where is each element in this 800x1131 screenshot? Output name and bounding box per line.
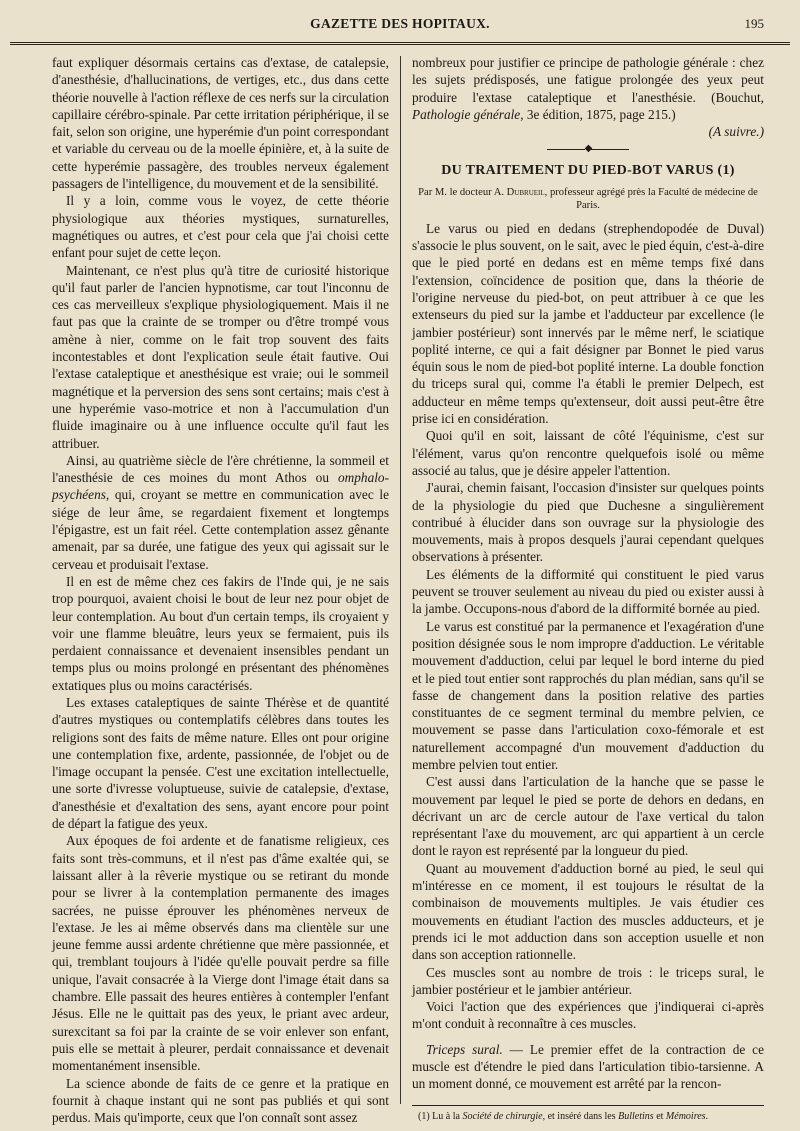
- section-heading: Triceps sural.: [426, 1041, 503, 1057]
- paragraph: Les éléments de la difformité qui constituent le pied varus peuvent se trouver seulement au niveau du pied ou exister aussi à la jambe. Occupons-nous d'abord de la difformité bornée au pied.: [412, 566, 764, 617]
- paragraph: [412, 54, 764, 123]
- paragraph: Le varus ou pied en dedans (strephendopodée de Duval) s'associe le plus souvent, on le sait, avec le pied équin, c'est-à-dire que le pied porté en dedans est en même temps fixé dans l'extension, coïncidence de position que, dans la théorie de l'origine nerveuse du pied-bot, on peut attribuer à ce que les extenseurs du pied sur la jambe et l'adducteur par excellence (le jambier postérieur) sont innervés par le même nerf, le sciatique poplité interne, ce qui a fait désigner par Bonnet le pied varus équin sous le nom de pied-bot poplité interne. La double fonction du triceps sural qui, comme l'a établi le premier Delpech, est adducteur en même temps qu'extenseur, doit aussi peut-être être prise ici en considération.: [412, 220, 764, 427]
- section-separator: ◆: [412, 144, 764, 154]
- paragraph: Les extases cataleptiques de sainte Thérèse et de quantité d'autres mystiques ou contemplatifs célèbres dans toutes les religions sont des faits de même nature. Elles ont pour origine une contemplation fixe, ardente, passionnée, de l'objet ou de l'image occupant la pensée. C'est une excitation intellectuelle, une sorte d'ivresse voluptueuse, suivie de catalepsie, d'extase, d'anesthésie et d'exaltation des sens, ayant encore pour point de départ la fatigue des yeux.: [52, 694, 389, 832]
- italic-term: Bulletins: [618, 1110, 654, 1122]
- text-run: Ainsi, au quatrième siècle de l'ère chrétienne, la sommeil et l'anesthésie de ces moines du mont Athos ou: [52, 452, 389, 486]
- paragraph: [52, 452, 389, 573]
- paragraph: Quoi qu'il en soit, laissant de côté l'équinisme, c'est sur l'élément, varus qu'on rencontre quelquefois isolé ou même associé au talus, que je désire appeler l'attention.: [412, 428, 764, 478]
- paragraph: Ces muscles sont au nombre de trois : le triceps sural, le jambier postérieur et le jambier antérieur.: [412, 964, 764, 997]
- text-run: — Le premier effet de la contraction de ce muscle est d'étendre le pied dans l'articulation tibio-tarsienne. A un moment donné, ce mouvement est arrêté par la rencon-: [412, 1041, 764, 1092]
- right-column: [412, 54, 764, 1123]
- text-run: , 3e édition, 1875, page 215.): [520, 106, 676, 122]
- paragraph: Aux époques de foi ardente et de fanatisme religieux, ces faits sont très-communs, et il n'est pas d'âme exaltée qui, se laissant aller à la rêverie mystique ou se retirant du monde pour se livrer à la contemplation permanente des images sacrées, ne puisse éprouver les phénomènes nerveux de l'extase. Je les ai même observés dans ma clientèle sur une jeune femme aussi ardente chrétienne que mère passionnée, et qui, tremblant toujours à l'idée qu'elle pouvait perdre sa fille unique, l'avait consacrée à la Vierge dont l'image était dans sa chambre. Elle passait des heures entières à contempler l'enfant Jésus. Elle ne le quittait pas des yeux, le priant avec ardeur, surexcitant sa foi par la crainte de se voir enlever son enfant, puis elle se mettait à pleurer, perdait connaissance et devenait momentanément insensible.: [52, 833, 389, 1074]
- paragraph: Quant au mouvement d'adduction borné au pied, le seul qui m'intéresse en ce moment, il est toujours le résultat de la combinaison de mouvements multiples. Je vais étudier ces mouvements en étudiant l'action des muscles adducteurs, et je prends ici le mot adduction dans son acception usuelle et non dans son acception rationnelle.: [412, 860, 764, 963]
- paragraph: Maintenant, ce n'est plus qu'à titre de curiosité historique qu'il faut parler de l'ancien hypnotisme, car tout l'inconnu de ces cas merveilleux s'explique physiologiquement. Mais il ne faut pas que la crainte de se tromper ou d'être trompé vous amène à nier, comme on le fait trop souvent des faits incontestables et dont l'explication seule était fautive. Oui l'extase cataleptique et anesthésique est vraie; oui le sommeil magnétique et la perversion des sens sont certains; mais c'est à une hyperémie vaso-motrice et non à l'accumulation d'un fluide imaginaire ou à une influence occulte qu'il faut les attribuer.: [52, 262, 389, 451]
- byline-text: Par M. le docteur A.: [418, 186, 507, 198]
- paragraph: faut expliquer désormais certains cas d'extase, de catalepsie, d'anesthésie, d'hallucinations, de vertiges, etc., dus dans cette théorie nouvelle à l'action réflexe de ces nerfs sur la circulation capillaire cérébro-spinale. Par cette irritation périphérique, il se fait, selon son origine, une hyperémie d'un point correspondant et variable du cerveau ou de la moelle épinière, et, à la suite de cette hyperémie passagère, des troubles nerveux également passagers de l'intelligence, du mouvement et de la sensibilité.: [52, 55, 389, 192]
- paragraph: Voici l'action que des expériences que j'indiquerai ci-après m'ont conduit à reconnaître à ces muscles.: [412, 999, 764, 1032]
- left-column: [52, 54, 389, 1126]
- text-run: (1) Lu à la: [418, 1110, 463, 1122]
- footnote: [412, 1110, 764, 1123]
- paragraph: [412, 1041, 764, 1093]
- to-be-continued: (A suivre.): [708, 124, 764, 140]
- italic-term: omphalo-psychéens: [52, 470, 389, 503]
- page-number: 195: [744, 16, 764, 31]
- column-divider: [400, 56, 401, 1104]
- paragraph: Il y a loin, comme vous le voyez, de cette théorie physiologique aux théories mystiques, surnaturelles, magnétiques ou autres, et c'est pour cela que j'ai choisi cette enfant pour sujet de cette leçon.: [52, 193, 389, 261]
- footnote-rule: [412, 1105, 764, 1106]
- text-run: , et inséré dans les: [542, 1110, 619, 1122]
- journal-title: GAZETTE DES HOPITAUX.: [310, 16, 490, 31]
- text-run: et: [653, 1110, 666, 1122]
- page-header: [10, 14, 790, 45]
- italic-term: Mémoires: [665, 1110, 706, 1122]
- paragraph: La science abonde de faits de ce genre et la pratique en fournit à chaque instant qui ne sont pas publiés et qui sont perdus. Mais qu'importe, ceux que l'on connaît sont assez: [52, 1075, 389, 1126]
- paragraph: Il en est de même chez ces fakirs de l'Inde qui, je ne sais trop pourquoi, avaient choisi le bout de leur nez pour objet de leur contemplation. Au bout d'un certain temps, ils croyaient y voir une flamme bleuâtre, leurs yeux se fermaient, puis ils perdaient connaissance et devenaient insensibles pendant un temps plus ou moins prolongé en présentant des phénomènes extatiques plus ou moins caractérisés.: [52, 573, 389, 693]
- paragraph: Le varus est constitué par la permanence et l'exagération d'une position désignée sous le nom impropre d'adduction. Le véritable mouvement d'adduction, celui par lequel le bord interne du pied et le pied tout entier sont rapprochés du plan médian, sans qu'il se fasse de changement dans la position relative des parties constituantes de ce segment terminal du membre pelvien, ce mouvement se passe dans l'articulation coxo-fémorale et est naturellement accompagné d'un mouvement d'adduction du membre pelvien tout entier.: [412, 618, 764, 772]
- paragraph: J'aurai, chemin faisant, l'occasion d'insister sur quelques points de la physiologie du pied que Duchesne a singulièrement contribué à élucider dans son ouvrage sur la physiologie des mouvements, mais à propos desquels j'aurai cependant quelques observations à présenter.: [412, 480, 764, 565]
- article-byline: [418, 186, 758, 212]
- author-name: Dubrueil: [506, 186, 545, 198]
- italic-term: Société de chirurgie: [462, 1110, 543, 1122]
- byline-text: , professeur agrégé près la Faculté de médecine de Paris.: [544, 186, 758, 211]
- paragraph: C'est aussi dans l'articulation de la hanche que se passe le mouvement par lequel le pied se porte de dehors en dedans, en décrivant un arc de cercle autour de l'axe vertical du talon représentant l'axe du mouvement, arc qui appartient à un cercle dont le rayon est représenté par la longueur du pied.: [412, 774, 764, 859]
- text-run: , qui, croyant se mettre en communication avec le siége de leur âme, se regardaient fixement et longtemps l'épigastre, est un fait réel. Cette contemplation assez gênante amenait, par sa durée, une fatigue des yeux qui agissait sur le cerveau et produisait l'extase.: [52, 487, 389, 572]
- italic-title: Pathologie générale: [412, 106, 521, 122]
- text-run: nombreux pour justifier ce principe de pathologie générale : chez les sujets prédisposés, une fatigue prolongée des yeux peut produire l'extase cataleptique et l'anesthésie. (Bouchut,: [412, 55, 764, 105]
- article-title: DU TRAITEMENT DU PIED-BOT VARUS (1): [441, 163, 735, 179]
- text-run: .: [705, 1110, 709, 1122]
